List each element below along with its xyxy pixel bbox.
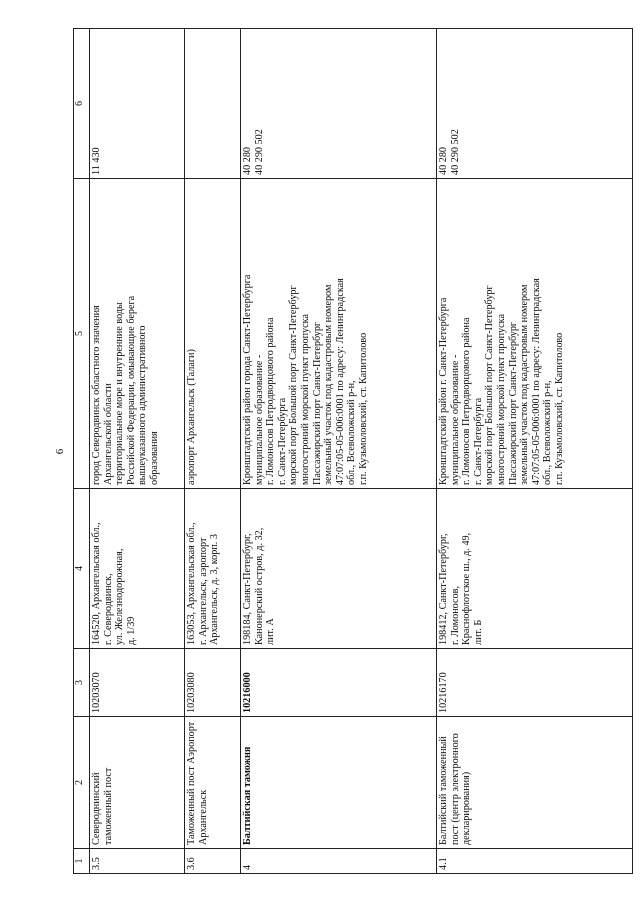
row-number: 4.1 xyxy=(437,849,633,874)
zone-cell-line: многостроний морской пункт пропуска xyxy=(495,314,507,485)
customs-body-name: Таможенный пост Аэропорт Архангельск xyxy=(185,717,241,849)
header-cell-6: 6 xyxy=(74,29,90,179)
address-cell-line: 163053, Архангельская обл., xyxy=(186,522,197,645)
zone-cell-line: земельный участок под кадастровым номером xyxy=(323,284,335,485)
zone-cell xyxy=(185,179,241,489)
row-number: 3.6 xyxy=(185,849,241,874)
row-number: 4 xyxy=(241,849,437,874)
zone-cell-line: Пассажирский порт Санкт-Петербург xyxy=(311,321,323,485)
header-cell-5: 5 xyxy=(74,179,90,489)
address-cell-line: Краснофлотское ш., д. 49, xyxy=(461,532,473,645)
address-cell-line: ул. Железнодорожная, xyxy=(114,548,126,645)
address-cell-line: г. Ломоносов, xyxy=(449,586,461,645)
address-cell xyxy=(185,489,241,649)
address-cell-line: 164520, Архангельская обл., xyxy=(91,522,102,645)
customs-table xyxy=(73,28,633,874)
zone-cell-line: г.п. Кузьмоловский, ст. Капитолово xyxy=(357,332,369,485)
header-cell-1: 1 xyxy=(74,849,90,874)
zone-cell-line: вышеуказанного административного xyxy=(137,325,149,485)
table-row xyxy=(90,29,185,874)
address-cell xyxy=(437,489,633,649)
oktmo-cell-line: 40 280 xyxy=(438,146,449,175)
zone-cell-line: г. Ломоносов Петродворцового района xyxy=(265,317,277,485)
address-cell-line: лит. А xyxy=(265,618,277,645)
address-cell-line: г. Архангельск, аэропорт xyxy=(197,537,209,645)
table-row xyxy=(185,29,241,874)
header-cell-3: 3 xyxy=(74,649,90,717)
oktmo-cell xyxy=(185,29,241,179)
zone-cell-line: морской порт Большой порт Санкт-Петербург xyxy=(288,285,300,485)
zone-cell xyxy=(241,179,437,489)
header-cell-4: 4 xyxy=(74,489,90,649)
zone-cell-line: многостроний морской пункт пропуска xyxy=(299,314,311,485)
address-cell-line: г. Северодвинск, xyxy=(102,573,114,645)
customs-body-name: Балтийская таможня xyxy=(241,717,437,849)
customs-body-name: Североднинский таможенный пост xyxy=(90,717,185,849)
address-cell-line: Архангельск, д. 3, корп. 3 xyxy=(209,534,221,645)
address-cell-line: 198412, Санкт-Петербург, xyxy=(438,533,449,645)
table-body xyxy=(90,29,633,874)
customs-body-name: Балтийский таможенный пост (центр электронного декларирования) xyxy=(437,717,633,849)
oktmo-cell-line: 40 280 xyxy=(242,146,253,175)
zone-cell-line: г. Санкт-Петербурга xyxy=(276,397,288,485)
zone-cell-line: 47:07:05-05-006:0001 по адресу: Ленинградская xyxy=(334,278,346,485)
oktmo-cell-line: 11 430 xyxy=(91,147,102,175)
zone-cell xyxy=(90,179,185,489)
address-cell-line: 198184, Санкт-Петербург, xyxy=(242,533,253,645)
address-cell xyxy=(90,489,185,649)
page-number: 6 xyxy=(54,448,66,455)
zone-cell-line: земельный участок под кадастровым номером xyxy=(519,284,531,485)
address-cell xyxy=(241,489,437,649)
zone-cell-line: Российской Федерации, омывающие берега xyxy=(125,295,137,485)
zone-cell-line: муниципальное образование - xyxy=(449,354,461,485)
zone-cell-line: г. Ломоносов Петродворцового района xyxy=(461,317,473,485)
customs-code: 10216000 xyxy=(241,649,437,717)
customs-code: 10203080 xyxy=(185,649,241,717)
zone-cell-line: морской порт Большой порт Санкт-Петербург xyxy=(484,285,496,485)
zone-cell-line: Кронштадтский район города Санкт-Петербурга xyxy=(242,274,253,485)
zone-cell xyxy=(437,179,633,489)
oktmo-cell-line: 40 290 502 xyxy=(253,129,265,175)
zone-cell-line: г.п. Кузьмоловский, ст. Капитолово xyxy=(553,332,565,485)
header-cell-2: 2 xyxy=(74,717,90,849)
zone-cell-line: 47:07:05-05-006:0001 по адресу: Ленинградская xyxy=(530,278,542,485)
oktmo-cell xyxy=(437,29,633,179)
address-cell-line: д. 1/39 xyxy=(125,616,137,645)
zone-cell-line: обл., Всеволожский р-н, xyxy=(542,380,554,485)
zone-cell-line: г. Санкт-Петербурга xyxy=(472,397,484,485)
address-cell-line: Канонерский остров, д. 32, xyxy=(253,527,265,645)
oktmo-cell xyxy=(241,29,437,179)
zone-cell-line: обл., Всеволожский р-н, xyxy=(346,380,358,485)
customs-code: 10216170 xyxy=(437,649,633,717)
oktmo-cell-line: 40 290 502 xyxy=(449,129,461,175)
address-cell-line: лит. Б xyxy=(472,619,484,645)
zone-cell-line: Архангельской области xyxy=(102,383,114,485)
zone-cell-line: Пассажирский порт Санкт-Петербург xyxy=(507,321,519,485)
oktmo-cell xyxy=(90,29,185,179)
zone-cell-line: Кронштадтский район г. Санкт-Петербурга xyxy=(438,297,449,485)
zone-cell-line: муниципальное образование - xyxy=(253,354,265,485)
customs-code: 10203070 xyxy=(90,649,185,717)
table-row xyxy=(241,29,437,874)
zone-cell-line: образования xyxy=(148,431,160,485)
zone-cell-line: город Северодвинск областного значения xyxy=(91,305,102,485)
zone-cell-line: аэропорт Архангельск (Талаги) xyxy=(186,349,197,485)
zone-cell-line: территориальное море и внутренние воды xyxy=(114,302,126,485)
header-row xyxy=(74,29,90,874)
rotated-content xyxy=(54,29,596,874)
row-number: 3.5 xyxy=(90,849,185,874)
table-row xyxy=(437,29,633,874)
